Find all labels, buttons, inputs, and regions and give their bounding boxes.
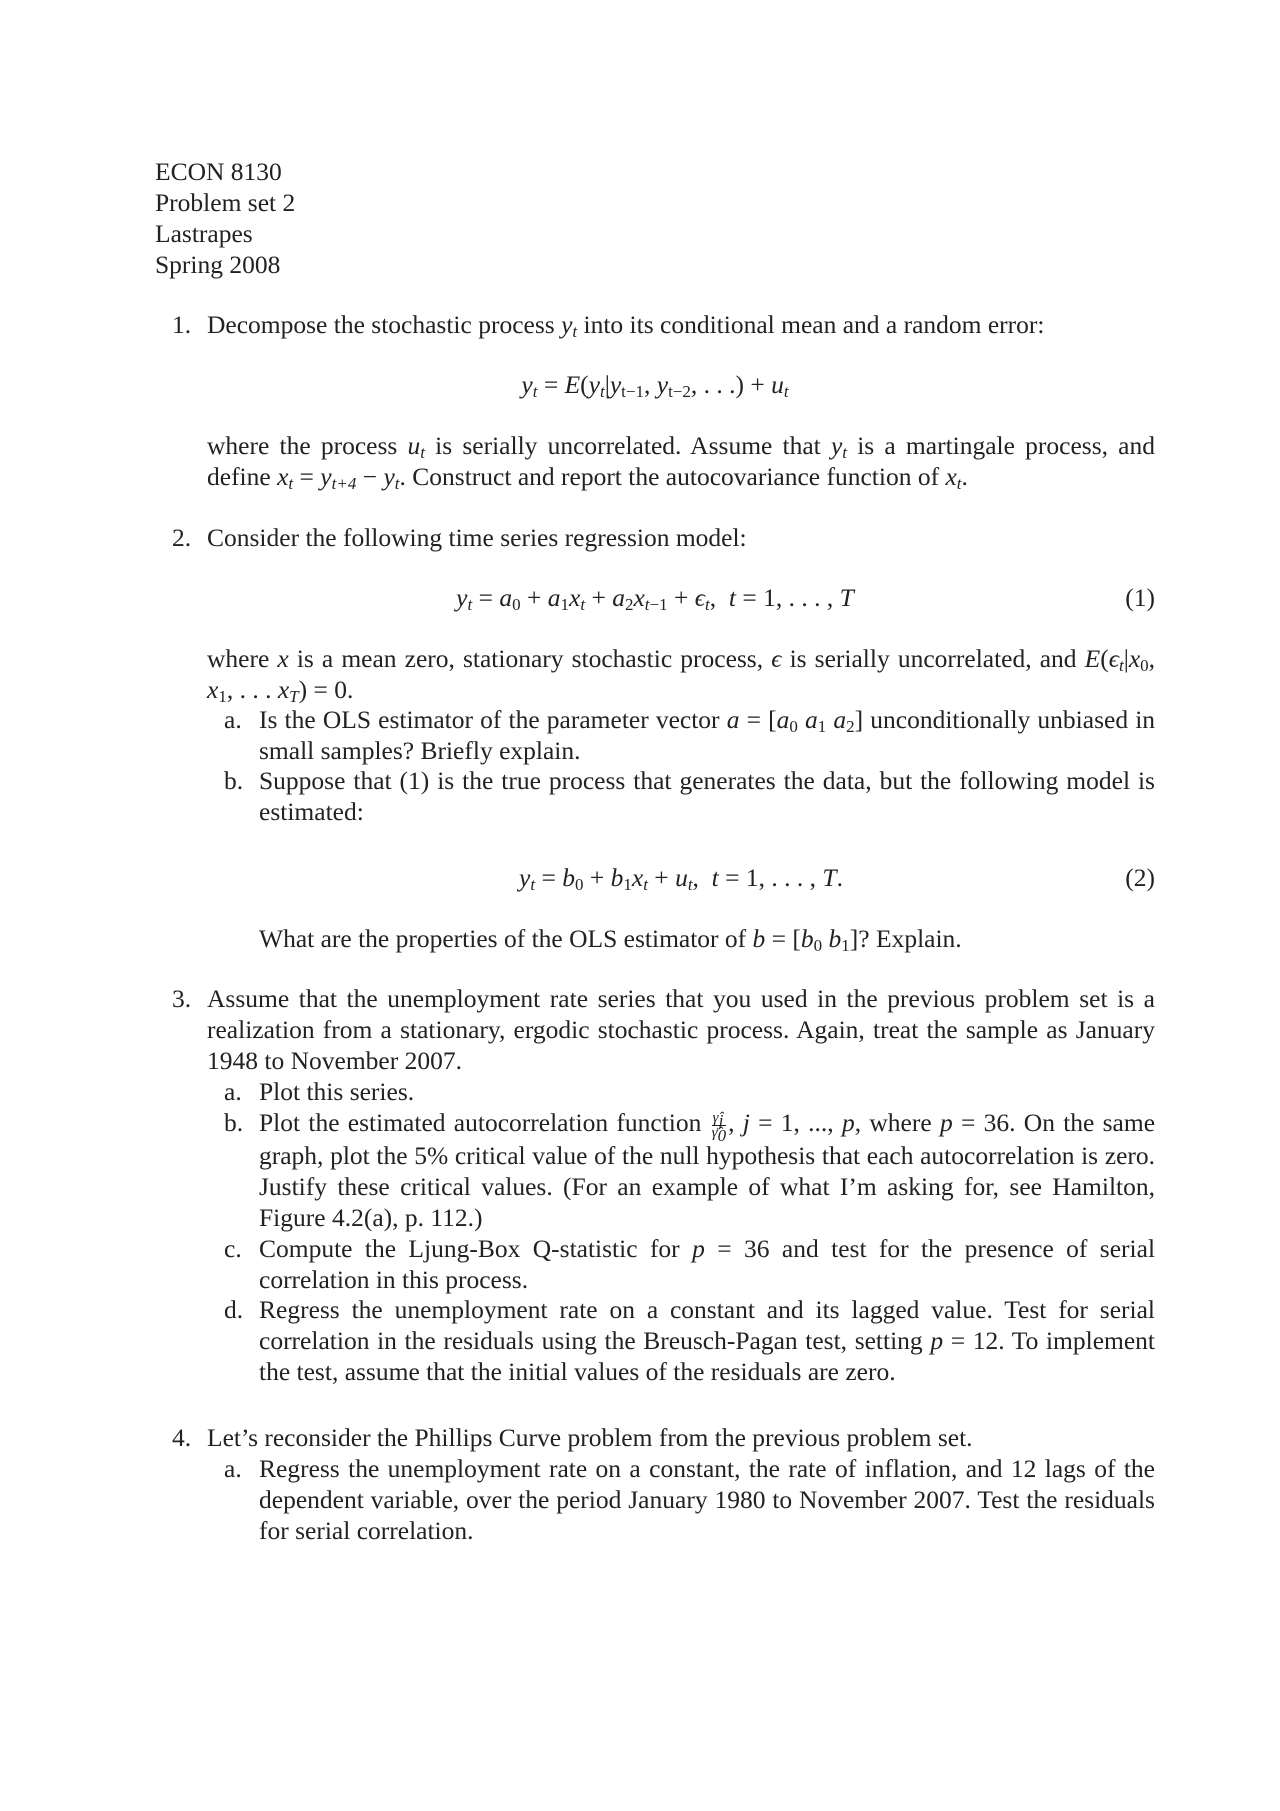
question-3b-text: Plot the estimated autocorrelation function $\frac{\gammâ_j}{\gammâ_0}$ , j = 1, ..., p, where p = 36. On the same graph, plot the 5% critical value of the null hypothesis that each autocorrelation is zero. Justify these critical values. (For an example of what I’m asking for, see Hamilton, Figure 4.2(a), p. 112.) — [259, 1108, 1156, 1232]
question-2-intro: Consider the following time series regression model: — [207, 523, 747, 552]
question-2b-text: Suppose that (1) is the true process that generates the data, but the following model is estimated: — [259, 766, 1155, 826]
equation-1 — [155, 582, 1155, 613]
document-header — [155, 156, 295, 280]
equation-body: $y_t = b_0 + b_1x_t + u_t$, t = 1, . . . , T. — [519, 863, 843, 894]
equation-number: (2) — [1125, 863, 1155, 892]
instructor-name: Lastrapes — [155, 219, 253, 248]
question-number: 1. — [172, 310, 192, 339]
problem-set-title: Problem set 2 — [155, 188, 296, 217]
equation-body: $y_t = a_0 + a_1x_t + a_2x_{t-1} + \epsilon_t$, t = 1, . . . , T — [456, 583, 854, 614]
question-3c-text: Compute the Ljung-Box Q-statistic for p = 36 and test for the presence of serial correlation in this process. — [259, 1234, 1156, 1294]
autocorrelation-fraction: $\frac{\gammâ_j}{\gammâ_0}$ — [711, 1109, 727, 1145]
equation-2 — [207, 862, 1155, 893]
question-number: 3. — [172, 984, 192, 1013]
term: Spring 2008 — [155, 250, 281, 279]
question-number: 2. — [172, 523, 192, 552]
question-3-intro: Assume that the unemployment rate series that you used in the previous problem set is a realization from a stationary, ergodic stochastic process. Again, treat the sample as January 1948 to November 2007. — [207, 984, 1155, 1075]
question-number: 4. — [172, 1423, 192, 1452]
question-2a-text: Is the OLS estimator of the parameter vector $a = [a_0$ $a_1$ $a_2$] unconditionally unbiased in small samples? Briefly explain. — [259, 705, 1156, 765]
question-1-intro: Decompose the stochastic process $y_t$ into its conditional mean and a random error: — [207, 310, 1045, 341]
question-2-where: where x is a mean zero, stationary stochastic process, ϵ is serially uncorrelated, and $E(\epsilon_t|x_0$, $x_1$, . . . $x_T) = 0$. — [207, 644, 1156, 706]
course-code: ECON 8130 — [155, 157, 282, 186]
document-page: ECON 8130 Problem set 2 Lastrapes Spring 2008 1. Decompose the stochastic process $y_t$ into its conditional mean and a random error: $y_t = E(y_t|y_{t-1}$, $y_{t-2}$, . . .) + $u_t$ where the process $u_t$ is serially uncorrelated. Assume that $y_t$ is a martingale process, and define $x_t = y_{t+4} - y_t$. Construct and report the autocovariance function of $x_t$. 2. Consider the following time series regression model: $y_t = a_0 + a_1x_t + a_2x_{t-1} + \epsilon_t$, t = 1, . . . , T (1) where x is a mean zero, stationary stochastic process, ϵ is serially uncorrelated, and $E(\epsilon_t|x_0$, $x_1$, . . . $x_T) = 0$. a. Is the OLS estimator of the parameter vector $a = [a_0$ $a_1$ $a_2$] unconditionally unbiased in small samples? Briefly explain. b. Suppose that (1) is the true process that generates the data, but the following model is estimated: $y_t = b_0 + b_1x_t + u_t$, t = 1, . . . , T. (2) What are the properties of the OLS estimator of $b = [b_0$ $b_1$]? Explain. 3. Assume that the unemployment rate series that you used in the previous problem set is a realization from a stationary, ergodic stochastic process. Again, treat the sample as January 1948 to November 2007. a. Plot this series. b. Plot the estimated autocorrelation function $\frac{\gammâ_j}{\gammâ_0}$ , j = 1, ..., p, where p = 36. On the same graph, plot the 5% critical value of the null hypothesis that each autocorrelation is zero. Justify these critical values. (For an example of what I’m asking for, see Hamilton, Figure 4.2(a), p. 112.) c. Compute the Ljung-Box Q-statistic for p = 36 and test for the presence of serial correlation in this process. d. Regress the unemployment rate on a constant and its lagged value. Test for serial correlation in the residuals using the Breusch-Pagan test, setting p = 12. To implement the test, assume that the initial values of the residuals are zero. 4. Let’s reconsider the Phillips Curve problem from the previous problem set. a. Regress the unemployment rate on a constant, the rate of inflation, and 12 lags of the dependent variable, over the period January 1980 to November 2007. Test the residuals for serial correlation. — [155, 157, 1156, 1545]
equation-number: (1) — [1125, 583, 1155, 612]
question-1-body: where the process $u_t$ is serially uncorrelated. Assume that $y_t$ is a martingale process, and define $x_t = y_{t+4} - y_t$. Construct and report the autocovariance function of $x_t$. — [207, 431, 1155, 493]
question-3d-text: Regress the unemployment rate on a constant and its lagged value. Test for serial correlation in the residuals using the Breusch-Pagan test, setting p = 12. To implement the test, assume that the initial values of the residuals are zero. — [259, 1295, 1156, 1386]
question-4a-text: Regress the unemployment rate on a constant, the rate of inflation, and 12 lags of the dependent variable, over the period January 1980 to November 2007. Test the residuals for serial correlation. — [259, 1454, 1155, 1545]
question-4-intro: Let’s reconsider the Phillips Curve problem from the previous problem set. — [207, 1423, 973, 1452]
equation-decomposition — [155, 369, 1155, 400]
question-3a-text: Plot this series. — [259, 1077, 415, 1106]
equation-body: $y_t = E(y_t|y_{t-1}$, $y_{t-2}$, . . .) + $u_t$ — [521, 370, 789, 401]
